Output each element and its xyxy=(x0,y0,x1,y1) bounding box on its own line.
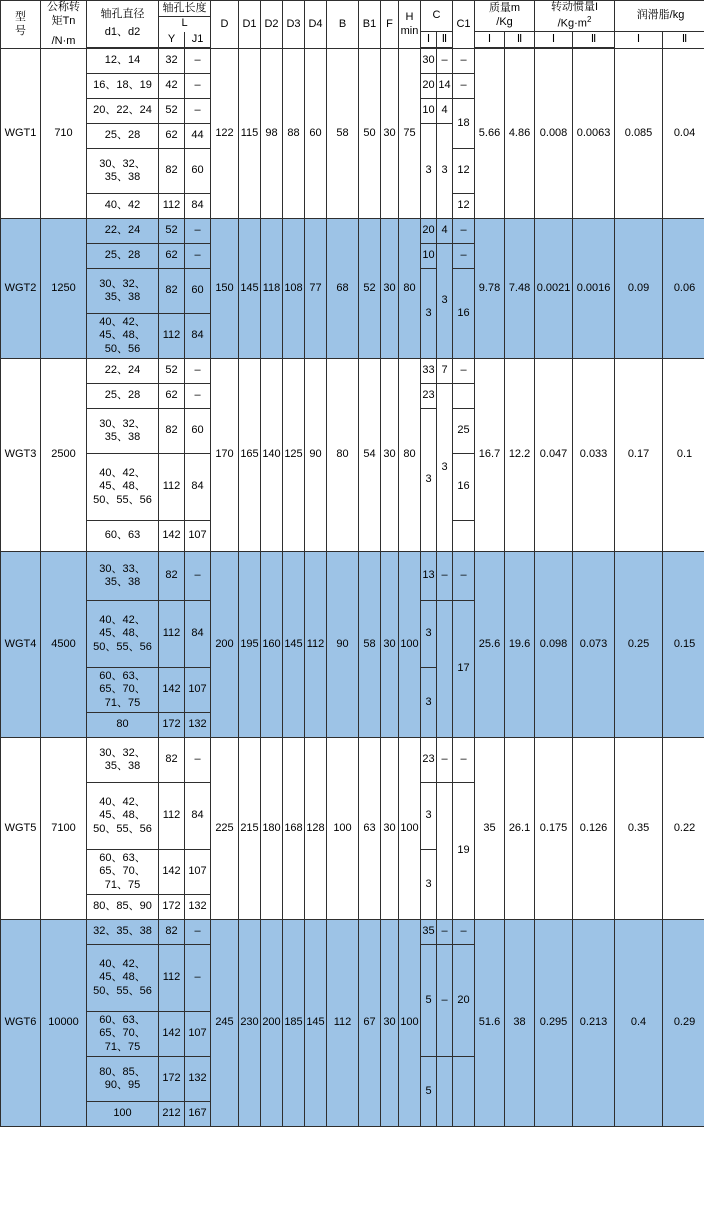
cell-F: 30 xyxy=(381,738,399,920)
cell-Y: 82 xyxy=(159,920,185,945)
cell-Y: 112 xyxy=(159,783,185,850)
cell-B: 80 xyxy=(327,359,359,552)
cell-C-I: 33 xyxy=(421,359,437,384)
cell-B1: 52 xyxy=(359,219,381,359)
cell-C1: 16 xyxy=(453,269,475,359)
cell-B: 68 xyxy=(327,219,359,359)
cell-bore: 80、85、90、95 xyxy=(87,1057,159,1102)
cell-D3: 108 xyxy=(283,219,305,359)
cell-C-I: 3 xyxy=(421,601,437,668)
cell-C-II: – xyxy=(437,945,453,1057)
cell-J1: 84 xyxy=(185,314,211,359)
cell-J1: 132 xyxy=(185,1057,211,1102)
cell-grease-II: 0.29 xyxy=(663,920,704,1127)
cell-D4: 60 xyxy=(305,49,327,219)
cell-inertia-I: 0.0021 xyxy=(535,219,573,359)
cell-J1: 132 xyxy=(185,895,211,920)
cell-C-II: 4 xyxy=(437,99,453,124)
cell-J1: – xyxy=(185,945,211,1012)
cell-inertia-II: 0.033 xyxy=(573,359,615,552)
cell-D3: 168 xyxy=(283,738,305,920)
cell-J1: – xyxy=(185,552,211,601)
cell-B: 58 xyxy=(327,49,359,219)
cell-C1: – xyxy=(453,219,475,244)
cell-Y: 42 xyxy=(159,74,185,99)
cell-Y: 32 xyxy=(159,49,185,74)
th-grease-II: Ⅱ xyxy=(663,32,704,49)
cell-torque: 10000 xyxy=(41,920,87,1127)
cell-Hmin: 75 xyxy=(399,49,421,219)
cell-Y: 112 xyxy=(159,314,185,359)
cell-F: 30 xyxy=(381,552,399,738)
cell-C-II xyxy=(437,783,453,920)
cell-inertia-I: 0.175 xyxy=(535,738,573,920)
cell-B: 112 xyxy=(327,920,359,1127)
cell-C1: – xyxy=(453,74,475,99)
cell-torque: 7100 xyxy=(41,738,87,920)
cell-F: 30 xyxy=(381,359,399,552)
cell-D3: 145 xyxy=(283,552,305,738)
cell-grease-I: 0.09 xyxy=(615,219,663,359)
th-D4: D4 xyxy=(305,1,327,49)
cell-C1: 25 xyxy=(453,409,475,454)
cell-C-I: 5 xyxy=(421,945,437,1057)
cell-grease-II: 0.15 xyxy=(663,552,704,738)
cell-C1: – xyxy=(453,359,475,384)
cell-Y: 82 xyxy=(159,552,185,601)
cell-bore: 80、85、90 xyxy=(87,895,159,920)
cell-Hmin: 80 xyxy=(399,219,421,359)
th-bore-length: 轴孔长度 xyxy=(159,1,211,17)
cell-B1: 58 xyxy=(359,552,381,738)
cell-D2: 180 xyxy=(261,738,283,920)
cell-C1 xyxy=(453,521,475,552)
cell-C1: – xyxy=(453,49,475,74)
cell-Hmin: 80 xyxy=(399,359,421,552)
cell-torque: 4500 xyxy=(41,552,87,738)
cell-inertia-II: 0.0016 xyxy=(573,219,615,359)
cell-bore: 40、42、45、48、50、55、56 xyxy=(87,454,159,521)
table-row xyxy=(1,359,704,384)
cell-F: 30 xyxy=(381,49,399,219)
cell-J1: 60 xyxy=(185,149,211,194)
cell-C-I: 20 xyxy=(421,74,437,99)
th-D1: D1 xyxy=(239,1,261,49)
th-mass-I: Ⅰ xyxy=(475,32,505,48)
cell-D3: 125 xyxy=(283,359,305,552)
cell-mass-II: 12.2 xyxy=(505,359,535,552)
cell-C-I: 10 xyxy=(421,244,437,269)
cell-B1: 54 xyxy=(359,359,381,552)
cell-D: 245 xyxy=(211,920,239,1127)
cell-D4: 77 xyxy=(305,219,327,359)
cell-C1: 17 xyxy=(453,601,475,738)
cell-mass-I: 51.6 xyxy=(475,920,505,1127)
cell-C-II: 3 xyxy=(437,384,453,552)
cell-model: WGT2 xyxy=(1,219,41,359)
cell-Y: 82 xyxy=(159,409,185,454)
cell-J1: – xyxy=(185,359,211,384)
cell-D1: 215 xyxy=(239,738,261,920)
cell-model: WGT6 xyxy=(1,920,41,1127)
cell-grease-I: 0.085 xyxy=(615,49,663,219)
cell-J1: – xyxy=(185,99,211,124)
cell-inertia-I: 0.008 xyxy=(535,49,573,219)
cell-Y: 62 xyxy=(159,384,185,409)
cell-bore: 30、32、35、38 xyxy=(87,409,159,454)
cell-C-I: 3 xyxy=(421,269,437,359)
cell-J1: – xyxy=(185,920,211,945)
cell-inertia-I: 0.295 xyxy=(535,920,573,1127)
cell-C-I: 23 xyxy=(421,738,437,783)
cell-bore: 20、22、24 xyxy=(87,99,159,124)
cell-Y: 52 xyxy=(159,99,185,124)
cell-C1: – xyxy=(453,552,475,601)
cell-J1: 167 xyxy=(185,1102,211,1127)
cell-grease-II: 0.22 xyxy=(663,738,704,920)
cell-C1: 19 xyxy=(453,783,475,920)
th-grease: 润滑脂/kg xyxy=(615,1,704,32)
cell-Y: 62 xyxy=(159,124,185,149)
table-row xyxy=(1,219,704,244)
cell-C1: 12 xyxy=(453,194,475,219)
cell-J1: 84 xyxy=(185,601,211,668)
cell-bore: 100 xyxy=(87,1102,159,1127)
cell-grease-I: 0.35 xyxy=(615,738,663,920)
th-mass-II: Ⅱ xyxy=(505,32,535,48)
cell-D2: 98 xyxy=(261,49,283,219)
cell-C-I: 35 xyxy=(421,920,437,945)
cell-bore: 60、63、65、70、71、75 xyxy=(87,668,159,713)
cell-D4: 145 xyxy=(305,920,327,1127)
th-len-Y: Y xyxy=(159,32,185,48)
th-F: F xyxy=(381,1,399,49)
cell-D1: 195 xyxy=(239,552,261,738)
cell-Y: 82 xyxy=(159,738,185,783)
th-len-J1: J1 xyxy=(185,32,211,48)
cell-Y: 52 xyxy=(159,219,185,244)
cell-C-II: – xyxy=(437,738,453,783)
cell-bore: 12、14 xyxy=(87,49,159,74)
th-grease-I: Ⅰ xyxy=(615,32,663,49)
table-row xyxy=(1,920,704,945)
cell-D4: 112 xyxy=(305,552,327,738)
cell-C-II: 7 xyxy=(437,359,453,384)
cell-C-II: 4 xyxy=(437,219,453,244)
cell-Y: 212 xyxy=(159,1102,185,1127)
cell-bore: 30、32、35、38 xyxy=(87,269,159,314)
th-inertia-II: Ⅱ xyxy=(573,32,615,48)
cell-J1: 60 xyxy=(185,269,211,314)
cell-B: 100 xyxy=(327,738,359,920)
cell-C1: 20 xyxy=(453,945,475,1057)
cell-inertia-I: 0.047 xyxy=(535,359,573,552)
th-D2: D2 xyxy=(261,1,283,49)
cell-Y: 82 xyxy=(159,269,185,314)
cell-inertia-II: 0.0063 xyxy=(573,49,615,219)
cell-D3: 88 xyxy=(283,49,305,219)
cell-bore: 40、42、45、48、50、55、56 xyxy=(87,945,159,1012)
cell-Hmin: 100 xyxy=(399,738,421,920)
cell-Y: 112 xyxy=(159,601,185,668)
th-bore-length-L: L xyxy=(159,16,211,31)
cell-D: 170 xyxy=(211,359,239,552)
th-B1: B1 xyxy=(359,1,381,49)
table-row xyxy=(1,552,704,601)
cell-Y: 172 xyxy=(159,1057,185,1102)
cell-J1: – xyxy=(185,49,211,74)
cell-bore: 60、63、65、70、71、75 xyxy=(87,850,159,895)
cell-C1: – xyxy=(453,738,475,783)
cell-bore: 16、18、19 xyxy=(87,74,159,99)
cell-C-II: – xyxy=(437,49,453,74)
cell-inertia-II: 0.073 xyxy=(573,552,615,738)
th-C1: C1 xyxy=(453,1,475,49)
table-row xyxy=(1,49,704,74)
cell-bore: 40、42、45、48、50、56 xyxy=(87,314,159,359)
cell-J1: 132 xyxy=(185,713,211,738)
cell-J1: 107 xyxy=(185,1012,211,1057)
cell-D: 200 xyxy=(211,552,239,738)
cell-grease-I: 0.4 xyxy=(615,920,663,1127)
cell-C-II: 3 xyxy=(437,124,453,219)
cell-bore: 60、63 xyxy=(87,521,159,552)
cell-model: WGT4 xyxy=(1,552,41,738)
cell-Y: 142 xyxy=(159,521,185,552)
cell-C-I: 5 xyxy=(421,1057,437,1127)
cell-mass-I: 9.78 xyxy=(475,219,505,359)
cell-B: 90 xyxy=(327,552,359,738)
cell-Y: 172 xyxy=(159,713,185,738)
cell-mass-I: 16.7 xyxy=(475,359,505,552)
cell-C-II xyxy=(437,1057,453,1127)
cell-C-I: 3 xyxy=(421,409,437,552)
th-mass: 质量m /Kg xyxy=(475,1,535,32)
cell-bore: 25、28 xyxy=(87,384,159,409)
cell-Y: 172 xyxy=(159,895,185,920)
cell-D2: 160 xyxy=(261,552,283,738)
cell-J1: 84 xyxy=(185,783,211,850)
cell-D: 150 xyxy=(211,219,239,359)
cell-mass-II: 7.48 xyxy=(505,219,535,359)
th-bore-dia: 轴孔直径 d1、d2 xyxy=(87,1,159,48)
cell-D1: 145 xyxy=(239,219,261,359)
cell-C-II: 14 xyxy=(437,74,453,99)
cell-Y: 82 xyxy=(159,149,185,194)
cell-bore: 80 xyxy=(87,713,159,738)
cell-C-I: 23 xyxy=(421,384,437,409)
th-inertia: 转动惯量I $/Kg\cdot m^2$ xyxy=(535,1,615,32)
cell-C-I: 3 xyxy=(421,783,437,850)
cell-Y: 142 xyxy=(159,668,185,713)
cell-torque: 1250 xyxy=(41,219,87,359)
cell-inertia-II: 0.213 xyxy=(573,920,615,1127)
th-C-II: Ⅱ xyxy=(437,32,453,48)
cell-J1: 44 xyxy=(185,124,211,149)
cell-C-I: 3 xyxy=(421,850,437,920)
cell-model: WGT5 xyxy=(1,738,41,920)
th-D: D xyxy=(211,1,239,49)
cell-grease-II: 0.06 xyxy=(663,219,704,359)
cell-C1: 12 xyxy=(453,149,475,194)
cell-torque: 710 xyxy=(41,49,87,219)
table-row xyxy=(1,738,704,783)
cell-bore: 30、32、35、38 xyxy=(87,738,159,783)
cell-J1: – xyxy=(185,74,211,99)
cell-bore: 25、28 xyxy=(87,244,159,269)
cell-J1: 84 xyxy=(185,194,211,219)
cell-C-I: 30 xyxy=(421,49,437,74)
cell-J1: 107 xyxy=(185,850,211,895)
cell-mass-I: 35 xyxy=(475,738,505,920)
cell-Hmin: 100 xyxy=(399,920,421,1127)
cell-Y: 112 xyxy=(159,194,185,219)
th-B: B xyxy=(327,1,359,49)
cell-bore: 40、42、45、48、50、55、56 xyxy=(87,601,159,668)
cell-D2: 200 xyxy=(261,920,283,1127)
cell-C-I: 3 xyxy=(421,668,437,738)
cell-F: 30 xyxy=(381,920,399,1127)
cell-C1 xyxy=(453,1057,475,1127)
cell-inertia-I: 0.098 xyxy=(535,552,573,738)
cell-grease-II: 0.04 xyxy=(663,49,704,219)
cell-C-II: 3 xyxy=(437,244,453,359)
cell-C-II: – xyxy=(437,552,453,601)
cell-Y: 62 xyxy=(159,244,185,269)
cell-B1: 50 xyxy=(359,49,381,219)
cell-grease-I: 0.17 xyxy=(615,359,663,552)
cell-J1: 107 xyxy=(185,521,211,552)
th-C: C xyxy=(421,1,453,32)
cell-bore: 30、32、35、38 xyxy=(87,149,159,194)
cell-J1: 107 xyxy=(185,668,211,713)
cell-Y: 112 xyxy=(159,454,185,521)
cell-C-II xyxy=(437,601,453,738)
cell-mass-II: 19.6 xyxy=(505,552,535,738)
cell-C-I: 10 xyxy=(421,99,437,124)
cell-D1: 115 xyxy=(239,49,261,219)
cell-J1: 60 xyxy=(185,409,211,454)
cell-J1: – xyxy=(185,244,211,269)
cell-J1: – xyxy=(185,219,211,244)
cell-mass-II: 26.1 xyxy=(505,738,535,920)
cell-C1: 18 xyxy=(453,99,475,149)
cell-D: 225 xyxy=(211,738,239,920)
cell-model: WGT3 xyxy=(1,359,41,552)
cell-C1: 16 xyxy=(453,454,475,521)
cell-torque: 2500 xyxy=(41,359,87,552)
cell-B1: 63 xyxy=(359,738,381,920)
cell-J1: 84 xyxy=(185,454,211,521)
cell-bore: 40、42 xyxy=(87,194,159,219)
cell-inertia-II: 0.126 xyxy=(573,738,615,920)
cell-Y: 142 xyxy=(159,1012,185,1057)
cell-bore: 25、28 xyxy=(87,124,159,149)
cell-Y: 112 xyxy=(159,945,185,1012)
cell-Y: 52 xyxy=(159,359,185,384)
cell-J1: – xyxy=(185,738,211,783)
cell-bore: 22、24 xyxy=(87,219,159,244)
header-row-1 xyxy=(1,1,704,17)
cell-Hmin: 100 xyxy=(399,552,421,738)
cell-D3: 185 xyxy=(283,920,305,1127)
cell-mass-I: 5.66 xyxy=(475,49,505,219)
th-C-I: Ⅰ xyxy=(421,32,437,48)
cell-B1: 67 xyxy=(359,920,381,1127)
cell-D: 122 xyxy=(211,49,239,219)
cell-C1: – xyxy=(453,920,475,945)
th-torque: 公称转 矩Tn /N·m xyxy=(41,1,87,49)
cell-bore: 60、63、65、70、71、75 xyxy=(87,1012,159,1057)
cell-D4: 128 xyxy=(305,738,327,920)
cell-D1: 230 xyxy=(239,920,261,1127)
cell-J1: – xyxy=(185,384,211,409)
cell-D1: 165 xyxy=(239,359,261,552)
cell-bore: 22、24 xyxy=(87,359,159,384)
cell-C-I: 13 xyxy=(421,552,437,601)
cell-D2: 118 xyxy=(261,219,283,359)
th-D3: D3 xyxy=(283,1,305,49)
cell-mass-II: 4.86 xyxy=(505,49,535,219)
cell-C1: – xyxy=(453,244,475,269)
cell-grease-I: 0.25 xyxy=(615,552,663,738)
cell-bore: 40、42、45、48、50、55、56 xyxy=(87,783,159,850)
cell-F: 30 xyxy=(381,219,399,359)
th-model: 型 号 xyxy=(1,1,41,49)
th-H: H min xyxy=(399,1,421,49)
cell-C-I: 20 xyxy=(421,219,437,244)
cell-mass-II: 38 xyxy=(505,920,535,1127)
cell-C-II: – xyxy=(437,920,453,945)
cell-C-I: 3 xyxy=(421,124,437,219)
cell-grease-II: 0.1 xyxy=(663,359,704,552)
cell-Y: 142 xyxy=(159,850,185,895)
cell-C1 xyxy=(453,384,475,409)
cell-bore: 32、35、38 xyxy=(87,920,159,945)
cell-bore: 30、33、35、38 xyxy=(87,552,159,601)
cell-D4: 90 xyxy=(305,359,327,552)
th-inertia-I: Ⅰ xyxy=(535,32,573,48)
cell-D2: 140 xyxy=(261,359,283,552)
cell-mass-I: 25.6 xyxy=(475,552,505,738)
cell-model: WGT1 xyxy=(1,49,41,219)
